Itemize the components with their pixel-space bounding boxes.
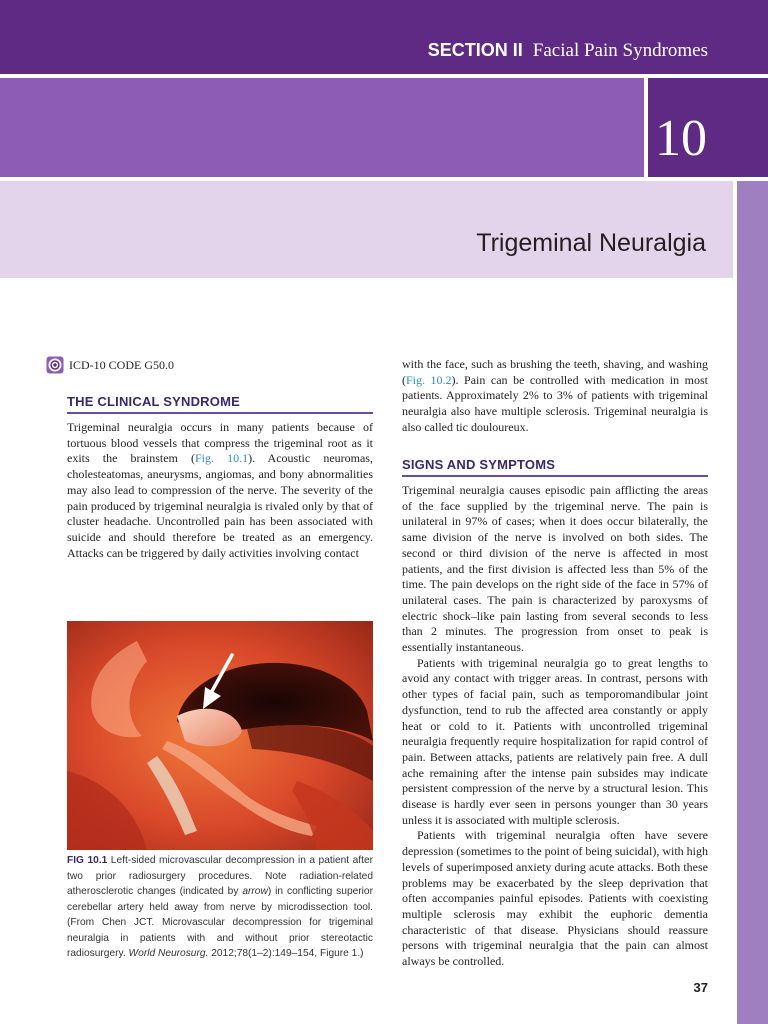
section-title: Facial Pain Syndromes <box>532 40 708 61</box>
icd-code: ICD-10 CODE G50.0 <box>69 358 174 372</box>
clinical-syndrome-continued <box>402 357 708 436</box>
heading-rule <box>67 412 373 414</box>
fig-10-1-link[interactable]: Fig. 10.1 <box>194 451 249 466</box>
heading-rule <box>402 475 708 477</box>
section-label <box>428 40 708 62</box>
heading-signs-symptoms: SIGNS AND SYMPTOMS <box>402 457 556 472</box>
clinical-syndrome-text <box>67 420 373 561</box>
heading-clinical-syndrome: THE CLINICAL SYNDROME <box>67 394 240 409</box>
signs-symptoms-text <box>402 483 708 970</box>
paragraph: with the face, such as brushing the teeth, shaving, and washing (Fig. 10.2). Pain can be controlled with medication in most patients. Approximately 2% to 3% of patients with trigeminal neuralgia also have multiple sclerosis. Trigeminal neuralgia is also called tic douloureux. <box>402 357 708 434</box>
chapter-number: 10 <box>655 110 707 167</box>
header-band <box>0 0 768 74</box>
surgical-photo <box>67 621 373 850</box>
page-number: 37 <box>693 980 708 995</box>
figure-label: FIG 10.1 <box>67 855 108 866</box>
paragraph: Patients with trigeminal neuralgia often have severe depression (sometimes to the point of being suicidal), with high levels of superimposed anxiety during acute attacks. Both these problems may be exacerbated by the sleep deprivation that often accompanies painful episodes. Patients with coexisting multiple sclerosis may exhibit the euphoric dementia characteristic of that disease. Physicians should reassure persons with trigeminal neuralgia that the pain can almost always be controlled. <box>402 828 708 969</box>
chapter-title: Trigeminal Neuralgia <box>476 229 706 257</box>
paragraph: Trigeminal neuralgia causes episodic pain afflicting the areas of the face supplied by the trigeminal nerve. The pain is unilateral in 97% of cases; when it does occur bilaterally, the same division of the nerve is involved on both sides. The second or third division of the nerve is affected in most patients, and the first division is affected less than 5% of the time. The pain develops on the right side of the face in 57% of unilateral cases. The pain is characterized by paroxysms of electric shock–like pain lasting from several seconds to less than 2 minutes. The progression from onset to peak is essentially instantaneous. <box>402 483 708 655</box>
chapter-band <box>0 78 644 177</box>
figure-caption: FIG 10.1 Left-sided microvascular decompression in a patient after two prior radiosurgery procedures. Note radiation-related atherosclerotic changes (indicated by arrow) in conflicting superior cerebellar artery held away from nerve by microdissection tool. (From Chen JCT. Microvascular decompression for trigeminal neuralgia in patients with and without prior stereotactic radiosurgery. World Neurosurg. 2012;78(1–2):149–154, Figure 1.) <box>67 855 374 959</box>
paragraph: Trigeminal neuralgia occurs in many patients because of tortuous blood vessels that compress the trigeminal root as it exits the brainstem (Fig. 10.1). Acoustic neuromas, cholesteatomas, aneurysms, angiomas, and bony abnormalities may also lead to compression of the nerve. The severity of the pain produced by trigeminal neuralgia is rivaled only by that of cluster headache. Uncontrolled pain has been associated with suicide and should therefore be treated as an emergency. Attacks can be triggered by daily activities involving contact <box>67 420 373 560</box>
icd-target-icon <box>46 356 64 374</box>
side-strip <box>737 181 768 1024</box>
section-number: SECTION II <box>427 40 523 60</box>
paragraph: Patients with trigeminal neuralgia go to great lengths to avoid any contact with trigger areas. In contrast, persons with other types of facial pain, such as temporomandibular joint dysfunction, tend to rub the affected area constantly or apply heat or cold to it. Patients with uncontrolled trigeminal neuralgia frequently require hospitalization for rapid control of pain. Between attacks, patients are relatively pain free. A dull ache remaining after the intense pain subsides may indicate persistent compression of the nerve by a structural lesion. This disease is hardly ever seen in persons younger than 30 years unless it is associated with multiple sclerosis. <box>402 655 708 827</box>
fig-10-2-link[interactable]: Fig. 10.2 <box>406 372 452 387</box>
